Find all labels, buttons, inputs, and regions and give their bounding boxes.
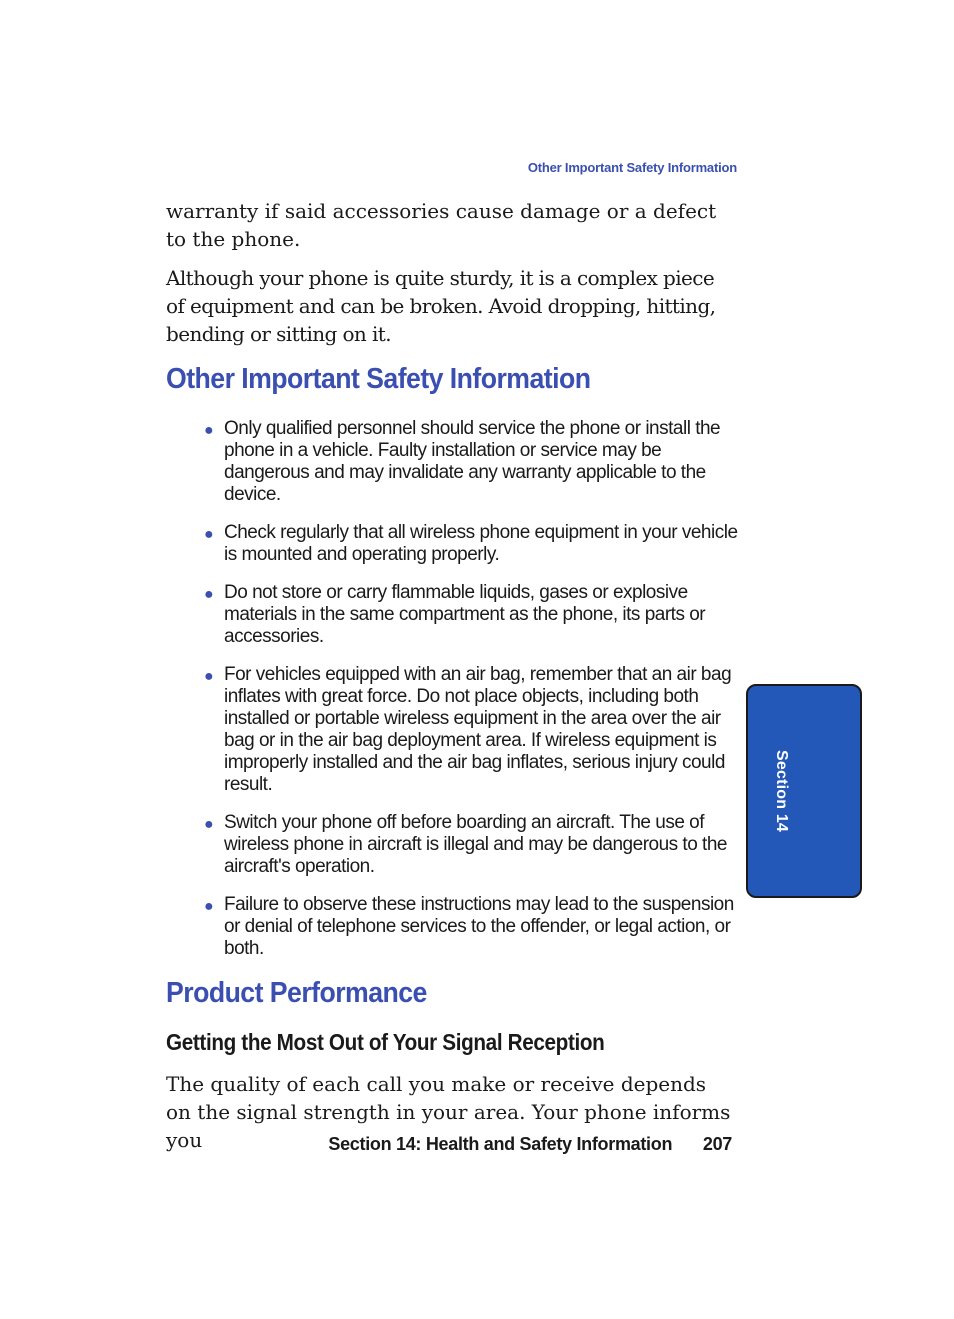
- list-item: [204, 418, 744, 506]
- list-item-text: For vehicles equipped with an air bag, remember that an air bag inflates with great force. Do not place objects, including both installed or portable wireless equipment in the area over the air bag or in the air bag deployment area. If wireless equipment is improperly installed and the air bag inflates, serious injury could result.: [224, 664, 732, 795]
- bullet-icon: ●: [204, 816, 214, 833]
- list-item: [204, 664, 744, 796]
- section-tab-label: Section 14: [773, 750, 790, 833]
- running-head: Other Important Safety Information: [527, 160, 737, 175]
- paragraph-signal: The quality of each call you make or receive depends on the signal strength in your area. Your phone informs you: [166, 1072, 731, 1152]
- bullet-icon: ●: [204, 586, 214, 603]
- paragraph-continued: warranty if said accessories cause damage or a defect to the phone.: [166, 199, 717, 251]
- list-item-text: Check regularly that all wireless phone equipment in your vehicle is mounted and operating properly.: [224, 522, 738, 565]
- subheading-signal-reception: Getting the Most Out of Your Signal Reception: [166, 1029, 605, 1055]
- footer-section-title: Section 14: Health and Safety Information: [328, 1134, 673, 1154]
- list-item: [204, 894, 744, 960]
- list-item: [204, 582, 744, 648]
- heading-product-performance: Product Performance: [166, 977, 427, 1009]
- list-item-text: Failure to observe these instructions may lead to the suspension or denial of telephone services to the offender, or legal action, or both.: [224, 894, 734, 959]
- list-item-text: Only qualified personnel should service the phone or install the phone in a vehicle. Faulty installation or service may be dangerous and may invalidate any warranty applicable to the device.: [224, 418, 721, 505]
- page-footer: [300, 1134, 732, 1155]
- list-item-text: Switch your phone off before boarding an aircraft. The use of wireless phone in aircraft is illegal and may be dangerous to the aircraft's operation.: [224, 812, 727, 877]
- heading-other-safety: Other Important Safety Information: [166, 363, 591, 395]
- page-number: 207: [702, 1134, 732, 1154]
- bullet-icon: ●: [204, 526, 214, 543]
- safety-bullet-list: [204, 418, 744, 976]
- list-item: [204, 812, 744, 878]
- section-tab: [746, 684, 862, 898]
- list-item: [204, 522, 744, 566]
- bullet-icon: ●: [204, 422, 214, 439]
- paragraph-sturdy: Although your phone is quite sturdy, it is a complex piece of equipment and can be broken. Avoid dropping, hitting, bending or sitting on it.: [166, 266, 716, 346]
- bullet-icon: ●: [204, 668, 214, 685]
- list-item-text: Do not store or carry flammable liquids, gases or explosive materials in the same compartment as the phone, its parts or accessories.: [224, 582, 706, 647]
- bullet-icon: ●: [204, 898, 214, 915]
